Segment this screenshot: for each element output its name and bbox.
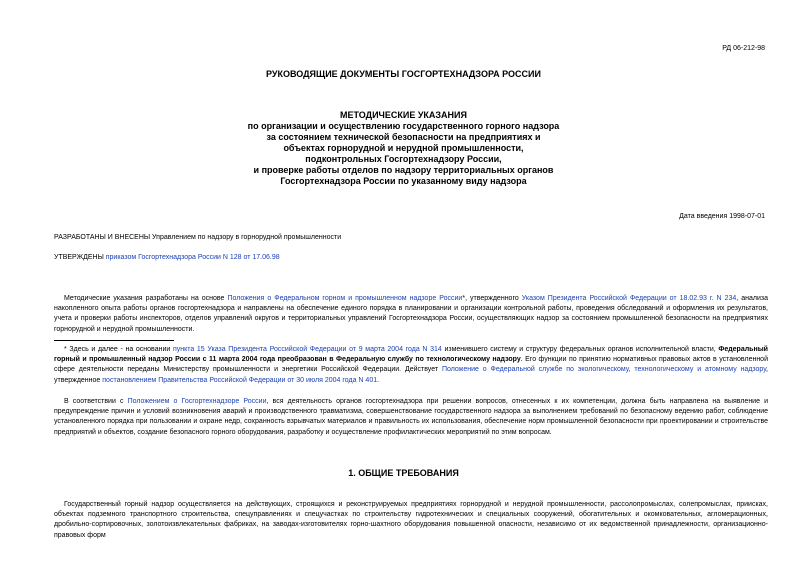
text: Государственный горный надзор осуществляется на действующих, строящихся и реконструируемых предприятиях горнорудной и нерудной промышленности, рассолопромыслах, солепромыслах, приисках, объектах подземного транспортного строительства, спецуправлениях и спецучастках по строительству гидротехнических и специальных сооружений, обогатительных и окомковательных, агломерационных, дробильно-сортировочных, золотоизвлекательных фабриках, на заводах-изготовителях горно-шахтного оборудования повышенной опасности, независимо от их ведомственной принадлежности, организационно-правовых форм	[54, 501, 768, 539]
service-regulation-link[interactable]: Положение о Федеральной службе по экологическому, технологическому и атомному надзору	[441, 366, 767, 374]
text: , анализа накопленного опыта работы органов госгортехнадзора и направлены на обеспечение единого порядка в планировании и организации контрольной работы, проведения обследований и оформления их результатов, учета и проверки работы инспекторов, отделов управлений округов и территориальных управлений Госгортехнадзора России, осуществляющих надзор за состоянием промышленной безопасности на предприятиях горнорудной и нерудной промышленности.	[54, 295, 769, 333]
title-line: МЕТОДИЧЕСКИЕ УКАЗАНИЯ	[340, 110, 467, 120]
text: , вся деятельность органов госгортехнадзора при решении вопросов, отнесенных к их компетенции, должна быть направлена на выявление и предупреждение причин и условий возникновения аварий и производственного травматизма, совершенствование государственного надзора за выполнением требований по безопасному ведению работ, соблюдение установленного порядка при пользовании и охране недр, сохранность взрывчатых материалов и правильность их использования, обеспечение норм промышленной безопасности при проектировании и строительстве предприятий и объектов, создание безопасного горного оборудования, разработку и осуществление профилактических мероприятий по этим вопросам.	[54, 398, 769, 436]
title-line: подконтрольных Госгортехнадзору России,	[305, 154, 502, 164]
series-title: РУКОВОДЯЩИЕ ДОКУМЕНТЫ ГОСГОРТЕХНАДЗОРА РОССИИ	[266, 69, 541, 79]
government-resolution-link[interactable]: постановлением Правительства Российской Федерации от 30 июля 2004 года N 401	[102, 376, 378, 384]
text: * Здесь и далее - на основании	[64, 346, 173, 353]
decree-item-link[interactable]: пункта 15 Указа Президента Российской Федерации от 9 марта 2004 года N 314	[172, 346, 442, 353]
introduction-date: Дата введения 1998-07-01	[679, 213, 765, 220]
footnote-divider	[54, 340, 174, 341]
bold-text: Федеральный горный и промышленный надзор России с 11 марта 2004 года преобразован в Федеральную службу по технологическому надзору	[54, 346, 768, 364]
regulation-link[interactable]: Положения о Федеральном горном и промышленном надзоре России	[227, 295, 463, 302]
text: *, утвержденного	[462, 295, 522, 302]
activity-paragraph	[54, 397, 768, 438]
text: изменившего систему и структуру федеральных органов исполнительной власти,	[441, 346, 719, 353]
approved-label: УТВЕРЖДЕНЫ	[54, 254, 104, 261]
text: .	[377, 376, 380, 384]
text: В соответствии с	[64, 398, 128, 405]
title-line: Госгортехнадзора России по указанному виду надзора	[280, 176, 527, 186]
text: . Его функции по принятию нормативных правовых актов в установленной сфере деятельности переданы Министерству промышленности и энергетики Российской Федерации. Действует	[54, 356, 768, 374]
approved-by	[54, 254, 280, 261]
title-line: за состоянием технической безопасности на предприятиях и	[266, 132, 541, 142]
general-requirements-paragraph	[54, 500, 768, 541]
decree-link[interactable]: Указом Президента Российской Федерации от 18.02.93 г. N 234	[521, 295, 737, 302]
developed-text: Управлением по надзору в горнорудной промышленности	[150, 234, 342, 241]
title-line: и проверке работы отделов по надзору территориальных органов	[253, 165, 554, 175]
document-title	[0, 110, 807, 187]
approval-order-link[interactable]: приказом Госгортехнадзора России N 128 от 17.06.98	[105, 254, 280, 261]
footnote	[54, 345, 768, 386]
text: Методические указания разработаны на основе	[64, 295, 228, 302]
text: , утвержденное	[54, 366, 768, 384]
document-code: РД 06-212-98	[722, 45, 765, 52]
intro-paragraph	[54, 294, 768, 335]
section-heading: 1. ОБЩИЕ ТРЕБОВАНИЯ	[348, 468, 459, 478]
developed-by	[54, 234, 341, 241]
gosgortekhnadzor-regulation-link[interactable]: Положением о Госгортехнадзоре России	[127, 398, 267, 405]
developed-label: РАЗРАБОТАНЫ И ВНЕСЕНЫ	[54, 234, 151, 241]
title-line: по организации и осуществлению государственного горного надзора	[247, 121, 560, 131]
title-line: объектах горнорудной и нерудной промышленности,	[283, 143, 524, 153]
